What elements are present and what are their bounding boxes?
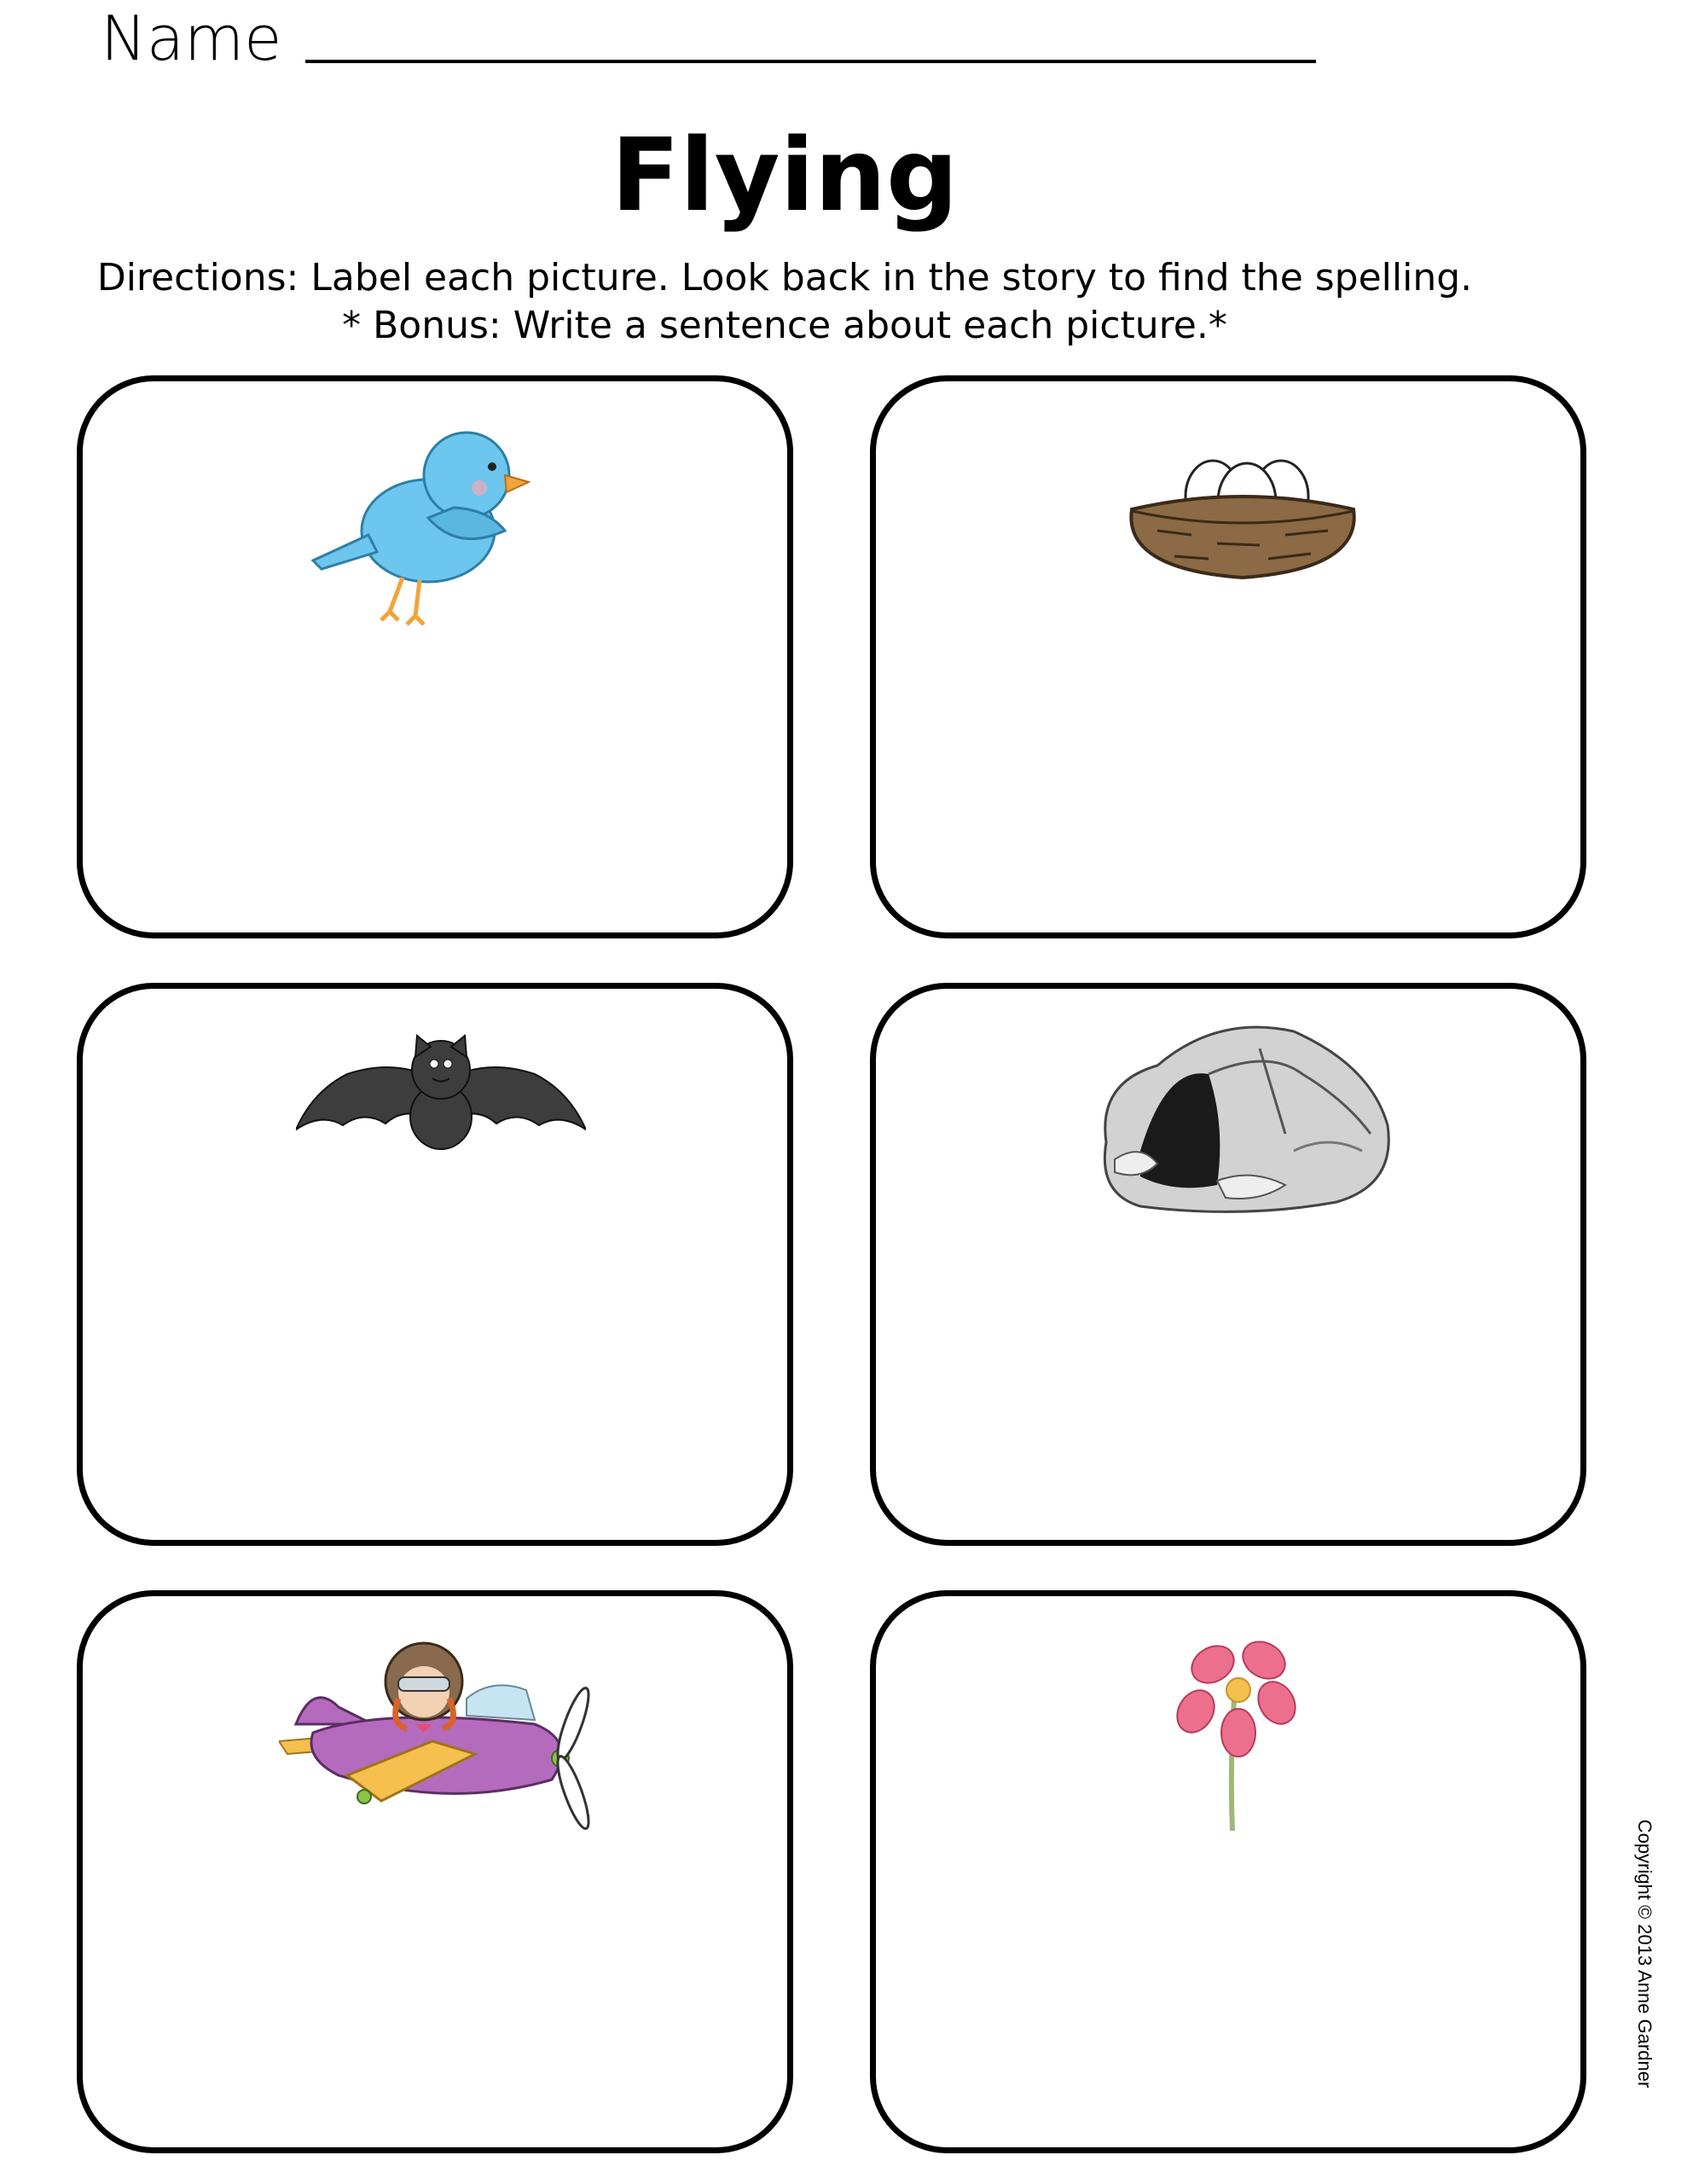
picture-card-airplane[interactable] xyxy=(77,1590,793,2153)
picture-card-bat[interactable] xyxy=(77,983,793,1546)
name-write-line[interactable] xyxy=(305,60,1316,63)
directions-line-2: * Bonus: Write a sentence about each picture.* xyxy=(342,304,1227,347)
name-row xyxy=(101,0,1337,77)
worksheet-title: Flying xyxy=(611,116,959,234)
picture-card-cave[interactable] xyxy=(870,983,1586,1546)
directions-line-1: Directions: Label each picture. Look back in the story to find the spelling. xyxy=(96,256,1473,299)
name-label: Name xyxy=(101,3,282,74)
flower-icon xyxy=(1166,1630,1311,1835)
bat-icon xyxy=(296,1031,586,1151)
picture-card-bird[interactable] xyxy=(77,375,793,938)
picture-card-nest[interactable] xyxy=(870,375,1586,938)
copyright-text: Copyright © 2013 Anne Gardner xyxy=(1634,1819,1655,2088)
cave-icon xyxy=(1089,1014,1396,1219)
directions xyxy=(51,254,1518,350)
airplane-icon xyxy=(279,1630,603,1835)
nest-icon xyxy=(1123,450,1362,586)
picture-card-flower[interactable] xyxy=(870,1590,1586,2153)
copyright-notice xyxy=(1627,1792,1661,2116)
bird-icon xyxy=(309,407,530,629)
